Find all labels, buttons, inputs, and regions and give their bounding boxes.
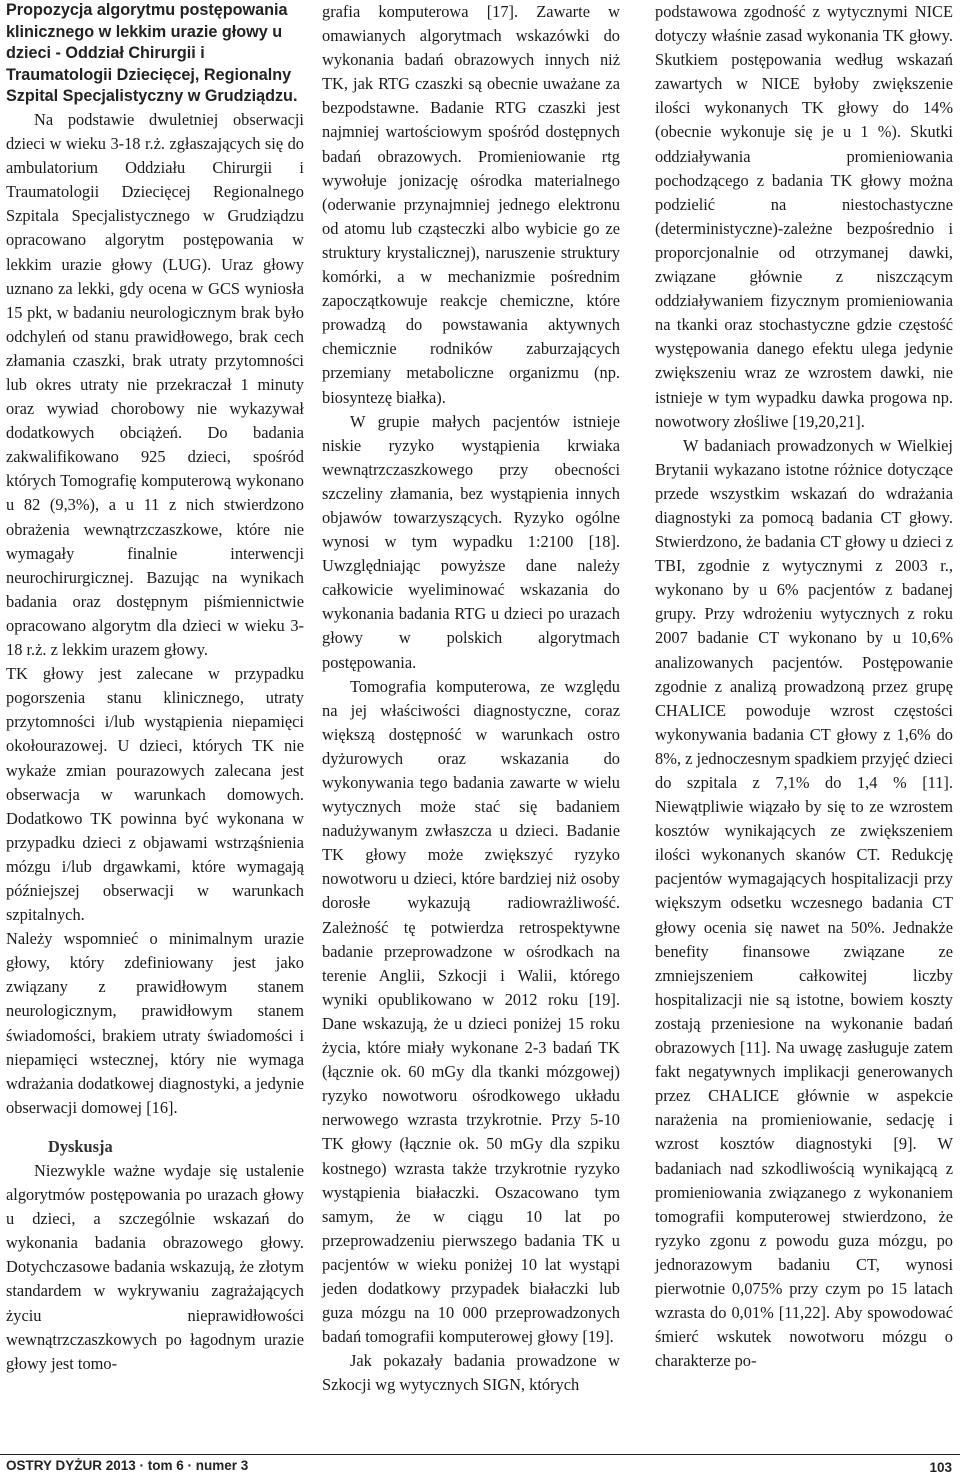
paragraph: TK głowy jest zalecane w przypadku pogorszenia stanu klinicznego, utraty przytomności i/lub wystąpienia niepamięci okołourazowej. U dzieci, których TK nie wykaże zmian pourazowych zalecana jest obserwacja w warunkach domowych. Dodatkowo TK powinna być wykonana w przypadku dzieci z objawami wstrząśnienia mózgu i/lub drgawkami, które wymagają późniejszej obserwacji w warunkach szpitalnych. xyxy=(6,664,304,925)
paragraph: Na podstawie dwuletniej obserwacji dzieci w wieku 3-18 r.ż. zgłaszających się do ambulatorium Oddziału Chirurgii i Traumatologii Dziecięcej Regionalnego Szpitala Specjalistycznego w Grudziądzu opracowano algorytm postępowania w lekkim urazie głowy (LUG). Uraz głowy uznano za lekki, gdy ocena w GCS wyniosła 15 pkt, w badaniu neurologicznym brak było odchyleń od stanu prawidłowego, brak cech złamania czaszki, brak utraty przytomności lub okres utraty nie przekraczał 1 minuty oraz wywiad chorobowy nie wykazywał dodatkowych obciążeń. Do badania zakwalifikowano 925 dzieci, spośród których Tomografię komputerową wykonano u 82 (9,3%), a u 11 z nich stwierdzono obrażenia wewnątrzczaszkowe, które nie wymagały finalnie interwencji neurochirurgicznej. Bazując na wynikach badania oraz dostępnym piśmiennictwie opracowano algorytm dla dzieci w wieku 3-18 r.ż. z lekkim urazem głowy. xyxy=(6,109,304,660)
page-number: 103 xyxy=(929,1460,952,1475)
column-left xyxy=(6,0,304,1376)
paragraph: Jak pokazały badania prowadzone w Szkocji wg wytycznych SIGN, których xyxy=(322,1351,620,1395)
paragraph: podstawowa zgodność z wytycznymi NICE dotyczy właśnie zasad wykonania TK głowy. Skutkiem postępowania według wskazań zawartych w NICE byłoby zwiększenie ilości wykonanych TK głowy do 14% (obecnie wykonuje się je u 1 %). Skutki oddziaływania promieniowania pochodzącego z badania TK głowy można podzielić na niestochastyczne (deterministyczne)-zależne bezpośrednio i proporcjonalnie od otrzymanej dawki, związane głównie z niszczącym oddziaływaniem fizycznym promieniowania na tkanki oraz stochastyczne gdzie częstość występowania danego efektu ulega jedynie zwiększeniu wraz ze wzrostem dawki, nie istnieje w tym wypadku dawka progowa np. nowotwory złośliwe [19,20,21]. xyxy=(655,2,953,431)
paragraph: Należy wspomnieć o minimalnym urazie głowy, który zdefiniowany jest jako związany z prawidłowym stanem neurologicznym, prawidłowym stanem świadomości, brakiem utraty świadomości i niepamięci wstecznej, który nie wymaga wdrażania dodatkowej diagnostyki, a jedynie obserwacji domowej [16]. xyxy=(6,929,304,1117)
section-heading-discussion: Dyskusja xyxy=(48,1136,113,1156)
section-title: Propozycja algorytmu postępowania klinicznego w lekkim urazie głowy u dzieci - Oddział Chirurgii i Traumatologii Dziecięcej, Regionalny Szpital Specjalistyczny w Grudziądzu. xyxy=(6,1,298,106)
footer-divider xyxy=(0,1454,960,1455)
paragraph: W badaniach prowadzonych w Wielkiej Brytanii wykazano istotne różnice dotyczące przede wszystkim wskazań do wdrażania diagnostyki za pomocą badania CT głowy. Stwierdzono, że badania CT głowy u dzieci z TBI, zgodnie z wytycznymi z 2003 r., wykonano by u 6% pacjentów z badanej grupy. Przy wdrożeniu wytycznych z roku 2007 badanie CT wykonano by u 10,6% analizowanych pacjentów. Postępowanie zgodnie z analizą prowadzoną przez grupę CHALICE powoduje wzrost częstości wykonywania badania CT głowy z 1,6% do 8%, z jednoczesnym spadkiem przyjęć dzieci do szpitala z 7,1% do 1,4 % [11]. Niewątpliwie wiązało by się to ze wzrostem kosztów wynikających ze zwiększeniem ilości wykonanych skanów CT. Redukcję pacjentów wymagających hospitalizacji przy większym odsetku wczesnego badania CT głowy ocenia się nawet na 50%. Jednakże benefity finansowe związane ze zmniejszeniem całkowitej liczby hospitalizacji nie są istotne, bowiem koszty zostają przeniesione na wykonanie badań obrazowych [11]. Na uwagę zasługuje zatem fakt negatywnych implikacji generowanych przez CHALICE głównie w aspekcie narażenia na promieniowanie, sedację i wzrost kosztów diagnostyki [9]. W badaniach nad szkodliwością wynikającą z promieniowania związanego z wykonaniem tomografii komputerowej stwierdzono, że ryzyko zgonu z powodu guza mózgu, po jednorazowym badaniu CT, wynosi pierwotnie 0,075% przy czym po 15 latach wzrasta do 0,01% [11,22]. Aby spowodować śmierć wskutek nowotworu mózgu o charakterze po- xyxy=(655,435,953,1371)
column-right xyxy=(655,0,953,1373)
paragraph: Niezwykle ważne wydaje się ustalenie algorytmów postępowania po urazach głowy u dzieci, a szczególnie wskazań do wykonania badania obrazowego głowy. Dotychczasowe badania wskazują, że złotym standardem w wykrywaniu zagrażających życiu nieprawidłowości wewnątrzczaszkowych po łagodnym urazie głowy jest tomo- xyxy=(6,1161,304,1373)
paragraph: W grupie małych pacjentów istnieje niskie ryzyko wystąpienia krwiaka wewnątrzczaszkowego przy obecności szczeliny złamania, bez wystąpienia innych objawów towarzyszących. Ryzyko ogólne wynosi w tym wypadku 1:2100 [18]. Uwzględniając powyższe dane należy całkowicie wyeliminować wskazania do wykonania badania RTG u dzieci po urazach głowy w polskich algorytmach postępowania. xyxy=(322,411,620,672)
column-middle xyxy=(322,0,620,1397)
journal-footer: OSTRY DYŻUR 2013 · tom 6 · numer 3 xyxy=(6,1458,249,1473)
paragraph: Tomografia komputerowa, ze względu na jej właściwości diagnostyczne, coraz większą dostępność w warunkach ostro dyżurowych oraz wskazania do wykonywania tego badania zawarte w wielu wytycznych może stać się badaniem nadużywanym zwłaszcza u dzieci. Badanie TK głowy może zwiększyć ryzyko nowotworu u dzieci, które bardziej niż osoby dorosłe wykazują radiowrażliwość. Zależność tę potwierdza retrospektywne badanie przeprowadzone w ośrodkach na terenie Anglii, Szkocji i Walii, którego wyniki opublikowano w 2012 roku [19]. Dane wskazują, że u dzieci poniżej 15 roku życia, które miały wykonane 2-3 badań TK (łącznie ok. 60 mGy dla tkanki mózgowej) ryzyko nowotworu ośrodkowego układu nerwowego wzrasta trzykrotnie. Przy 5-10 TK głowy (łącznie ok. 50 mGy dla szpiku kostnego) wzrasta także trzykrotnie ryzyko wystąpienia białaczki. Oszacowano tym samym, że w ciągu 10 lat po przeprowadzeniu pierwszego badania TK u pacjentów w wieku poniżej 10 lat wystąpi jeden dodatkowy przypadek białaczki lub guza mózgu na 10 000 przeprowadzonych badań tomografii komputerowej głowy [19]. xyxy=(322,676,620,1347)
paragraph: grafia komputerowa [17]. Zawarte w omawianych algorytmach wskazówki do wykonania badań obrazowych innych niż TK, jak RTG czaszki są obecnie uważane za bezpodstawne. Badanie RTG czaszki jest najmniej wartościowym spośród dostępnych badań obrazowych. Promieniowanie rtg wywołuje jonizację ośrodka materialnego (oderwanie przynajmniej jednego elektronu od atomu lub cząsteczki albo wybicie go ze struktury krystalicznej), naruszenie struktury komórki, a w mechanizmie pośrednim zapoczątkowuje reakcje chemiczne, które prowadzą do powstawania aktywnych chemicznie rodników zaburzających przemiany metaboliczne organizmu (np. biosyntezę białka). xyxy=(322,2,620,407)
